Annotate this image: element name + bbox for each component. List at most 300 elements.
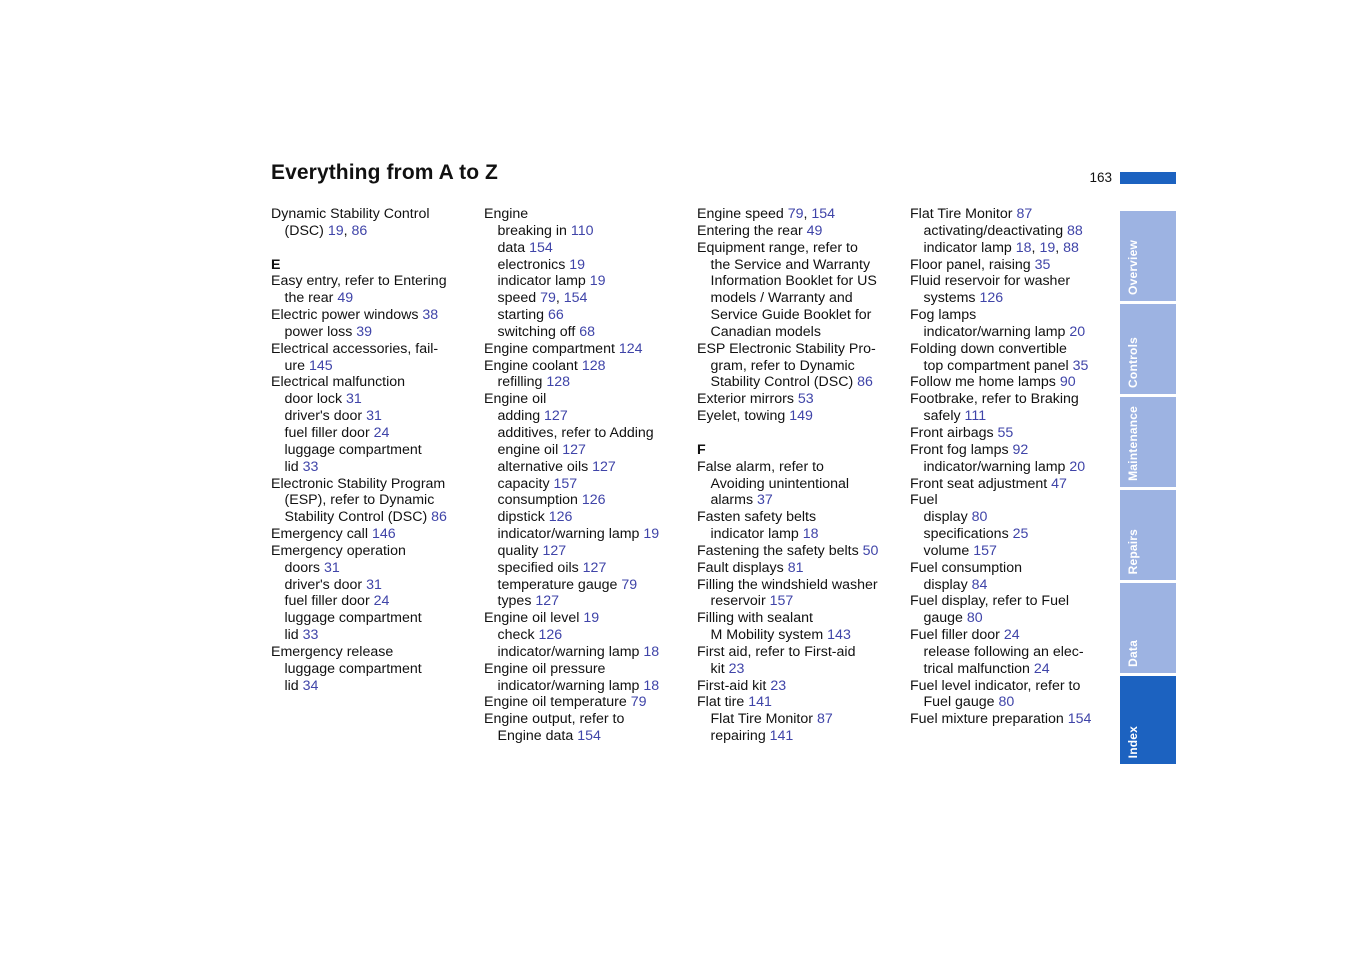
page-reference-link[interactable]: 110 <box>570 222 594 239</box>
entry-text: Engine oil <box>484 391 547 408</box>
tab-label: Data <box>1126 640 1140 667</box>
index-subentry <box>910 223 1115 240</box>
index-subentry <box>910 526 1115 543</box>
page-reference-link[interactable]: 47 <box>1051 475 1067 492</box>
index-subentry <box>910 644 1115 661</box>
entry-text: Stability Control (DSC) <box>710 374 858 391</box>
index-subentry <box>271 358 476 375</box>
index-subentry <box>484 560 689 577</box>
page-reference-link[interactable]: 126 <box>548 509 573 526</box>
page-reference-link[interactable]: 66 <box>547 307 564 324</box>
page-reference-link[interactable]: 23 <box>770 677 787 694</box>
page-reference-link[interactable]: 154 <box>563 290 588 307</box>
index-subentry <box>697 476 902 493</box>
index-entry <box>484 711 689 728</box>
index-subentry <box>697 290 902 307</box>
index-subentry <box>697 526 902 543</box>
tab-maintenance[interactable] <box>1120 397 1176 487</box>
page-reference-link[interactable]: 79 <box>621 576 638 593</box>
page-reference-link[interactable]: 55 <box>997 424 1014 441</box>
index-entry <box>910 678 1115 695</box>
entry-text: display <box>923 509 972 526</box>
index-subentry <box>484 492 689 509</box>
tab-label: Maintenance <box>1126 406 1140 481</box>
index-entry <box>697 459 902 476</box>
tab-overview[interactable] <box>1120 211 1176 301</box>
entry-text: Front airbags <box>910 424 998 441</box>
entry-text: temperature gauge <box>497 576 622 593</box>
index-entry <box>697 408 902 425</box>
tab-data[interactable] <box>1120 583 1176 673</box>
index-subentry <box>484 476 689 493</box>
index-entry <box>910 257 1115 274</box>
page-reference-link[interactable]: 35 <box>1072 357 1089 374</box>
page-reference-link[interactable]: 127 <box>542 542 567 559</box>
tab-controls[interactable] <box>1120 304 1176 394</box>
entry-text: release following an elec- <box>923 643 1084 660</box>
index-subentry <box>484 678 689 695</box>
page-reference-link[interactable]: 18 <box>1015 239 1032 256</box>
page-reference-link[interactable]: 157 <box>973 542 997 559</box>
index-subentry <box>910 661 1115 678</box>
entry-text: fuel filler door <box>284 593 374 610</box>
page-reference-link[interactable]: 149 <box>789 408 813 425</box>
page-reference-link[interactable]: 39 <box>356 323 373 340</box>
page-reference-link[interactable]: 34 <box>302 677 319 694</box>
index-subentry <box>484 324 689 341</box>
entry-text: Emergency call <box>271 526 372 543</box>
entry-text: Easy entry, refer to Entering <box>271 273 447 290</box>
index-subentry <box>271 425 476 442</box>
page-reference-link[interactable]: 33 <box>302 627 319 644</box>
index-subentry <box>484 290 689 307</box>
spacer <box>271 240 476 257</box>
entry-text: adding <box>497 408 545 425</box>
index-subentry <box>910 543 1115 560</box>
index-subentry <box>910 240 1115 257</box>
page-reference-link[interactable]: 127 <box>582 559 607 576</box>
index-subentry <box>271 678 476 695</box>
page-reference-link[interactable]: 25 <box>1012 526 1029 543</box>
index-subentry <box>484 459 689 476</box>
index-subentry <box>484 425 689 442</box>
tab-label: Index <box>1126 725 1140 758</box>
header-accent-bar <box>1120 172 1176 184</box>
page-reference-link[interactable]: 126 <box>979 290 1004 307</box>
index-letter-heading <box>697 442 902 459</box>
index-entry <box>910 374 1115 391</box>
page-reference-link[interactable]: 19 <box>1039 239 1056 256</box>
index-entry <box>697 509 902 526</box>
index-column-3 <box>697 206 902 745</box>
entry-text: gram, refer to Dynamic <box>710 357 855 374</box>
index-subentry <box>271 627 476 644</box>
index-entry <box>484 610 689 627</box>
entry-text: fuel filler door <box>284 424 374 441</box>
index-entry <box>910 425 1115 442</box>
index-entry <box>271 273 476 290</box>
entry-text: Footbrake, refer to Braking <box>910 391 1079 408</box>
page-reference-link[interactable]: 31 <box>323 559 340 576</box>
index-subentry <box>910 290 1115 307</box>
entry-text: driver's door <box>284 408 367 425</box>
page-reference-link[interactable]: 19 <box>327 222 344 239</box>
index-entry <box>910 627 1115 644</box>
page-reference-link[interactable]: 88 <box>1063 239 1079 256</box>
entry-text: Fuel gauge <box>923 694 999 711</box>
index-subentry <box>484 442 689 459</box>
page-reference-link[interactable]: 126 <box>538 627 563 644</box>
index-entry <box>910 391 1115 408</box>
entry-text: breaking in <box>497 222 571 239</box>
page-reference-link[interactable]: 53 <box>797 391 814 408</box>
entry-text: Engine speed <box>697 206 788 222</box>
index-subentry <box>697 661 902 678</box>
entry-text: indicator lamp <box>923 239 1016 256</box>
page-reference-link[interactable]: 154 <box>577 728 601 745</box>
tab-label: Overview <box>1126 240 1140 295</box>
entry-text: ure <box>284 357 309 374</box>
index-subentry <box>697 257 902 274</box>
tab-repairs[interactable] <box>1120 490 1176 580</box>
entry-text: Filling the windshield washer <box>697 576 878 593</box>
index-subentry <box>697 358 902 375</box>
entry-text: lid <box>284 627 303 644</box>
page-reference-link[interactable]: 90 <box>1059 374 1076 391</box>
page-reference-link[interactable]: 80 <box>966 610 983 627</box>
page-reference-link[interactable]: 80 <box>971 509 988 526</box>
index-subentry <box>484 644 689 661</box>
entry-text: Equipment range, refer to <box>697 239 858 256</box>
page-reference-link[interactable]: 19 <box>589 273 606 290</box>
page-reference-link[interactable]: 19 <box>643 526 660 543</box>
entry-text: First-aid kit <box>697 677 771 694</box>
entry-text: Fasten safety belts <box>697 509 817 526</box>
entry-text: specifications <box>923 526 1013 543</box>
page-reference-link[interactable]: 143 <box>827 627 851 644</box>
page-reference-link[interactable]: 86 <box>431 509 447 526</box>
page-reference-link[interactable]: 145 <box>308 357 333 374</box>
index-entry <box>697 610 902 627</box>
index-entry <box>697 240 902 257</box>
index-subentry <box>484 593 689 610</box>
page-reference-link[interactable]: 31 <box>366 576 382 593</box>
entry-text: data <box>497 239 530 256</box>
page-reference-link[interactable]: 20 <box>1069 458 1086 475</box>
entry-text: Folding down convertible <box>910 340 1067 357</box>
page-reference-link[interactable]: 38 <box>422 307 439 324</box>
page-reference-link[interactable]: 154 <box>529 239 553 256</box>
index-entry <box>910 476 1115 493</box>
entry-text: Flat Tire Monitor <box>910 206 1017 222</box>
index-entry <box>697 644 902 661</box>
page-reference-link[interactable]: 111 <box>964 408 987 425</box>
index-subentry <box>271 661 476 678</box>
index-entry <box>484 661 689 678</box>
entry-text: safely <box>923 408 965 425</box>
entry-text: Engine coolant <box>484 357 582 374</box>
page-reference-link[interactable]: 79 <box>540 290 556 307</box>
entry-text: dipstick <box>497 509 549 526</box>
page-reference-link[interactable]: 141 <box>748 694 772 711</box>
entry-text: Front seat adjustment <box>910 475 1052 492</box>
entry-text: Service Guide Booklet for <box>710 307 872 324</box>
entry-text: E <box>271 256 281 273</box>
entry-text: trical malfunction <box>923 660 1034 677</box>
entry-text: door lock <box>284 391 347 408</box>
entry-text: Front fog lamps <box>910 441 1013 458</box>
entry-text: additives, refer to Adding <box>497 424 654 441</box>
entry-text: the rear <box>284 290 338 307</box>
tab-index[interactable] <box>1120 676 1176 764</box>
page-reference-link[interactable]: 154 <box>811 206 836 222</box>
index-subentry <box>271 391 476 408</box>
page-reference-link[interactable]: 18 <box>802 526 819 543</box>
page-reference-link[interactable]: 68 <box>579 323 596 340</box>
entry-text: Electrical malfunction <box>271 374 406 391</box>
entry-text: Fault displays <box>697 559 788 576</box>
entry-text: models / Warranty and <box>710 290 853 307</box>
entry-text: alternative oils <box>497 458 593 475</box>
index-subentry <box>271 324 476 341</box>
entry-text: indicator lamp <box>710 526 803 543</box>
page-ref-separator: , <box>343 222 352 239</box>
entry-text: Emergency operation <box>271 542 406 559</box>
page-reference-link[interactable]: 31 <box>366 408 382 425</box>
entry-text: alarms <box>710 492 758 509</box>
page-reference-link[interactable]: 87 <box>1016 206 1033 222</box>
page-reference-link[interactable]: 33 <box>302 458 319 475</box>
page-reference-link[interactable]: 127 <box>544 408 568 425</box>
entry-text: Engine oil temperature <box>484 694 631 711</box>
index-subentry <box>271 610 476 627</box>
page-reference-link[interactable]: 37 <box>757 492 773 509</box>
page-reference-link[interactable]: 86 <box>351 222 368 239</box>
entry-text: Filling with sealant <box>697 610 813 627</box>
index-entry <box>271 206 476 223</box>
page-reference-link[interactable]: 128 <box>581 357 606 374</box>
index-subentry <box>484 543 689 560</box>
page-reference-link[interactable]: 154 <box>1067 711 1092 728</box>
entry-text: display <box>923 576 972 593</box>
entry-text: activating/deactivating <box>923 222 1068 239</box>
index-entry <box>484 391 689 408</box>
entry-text: ESP Electronic Stability Pro- <box>697 340 876 357</box>
page-reference-link[interactable]: 50 <box>862 542 879 559</box>
index-entry <box>697 560 902 577</box>
index-subentry <box>484 374 689 391</box>
index-subentry <box>697 728 902 745</box>
entry-text: Eyelet, towing <box>697 408 790 425</box>
index-entry <box>910 442 1115 459</box>
page-reference-link[interactable]: 126 <box>581 492 606 509</box>
index-column-4 <box>910 206 1115 728</box>
index-subentry <box>910 577 1115 594</box>
index-entry <box>271 526 476 543</box>
page-reference-link[interactable]: 23 <box>728 660 745 677</box>
entry-text: (DSC) <box>284 222 328 239</box>
entry-text: Fuel level indicator, refer to <box>910 677 1081 694</box>
page-reference-link[interactable]: 49 <box>806 222 823 239</box>
page-reference-link[interactable]: 24 <box>373 593 390 610</box>
index-entry <box>484 206 689 223</box>
index-subentry <box>271 408 476 425</box>
entry-text: quality <box>497 542 543 559</box>
entry-text: Avoiding unintentional <box>710 475 850 492</box>
index-subentry <box>271 442 476 459</box>
index-entry <box>910 273 1115 290</box>
entry-text: capacity <box>497 475 554 492</box>
entry-text: repairing <box>710 728 770 745</box>
entry-text: Fastening the safety belts <box>697 542 863 559</box>
page-reference-link[interactable]: 87 <box>816 711 833 728</box>
page-reference-link[interactable]: 79 <box>787 206 804 222</box>
entry-text: Electronic Stability Program <box>271 475 446 492</box>
index-subentry <box>484 307 689 324</box>
page-reference-link[interactable]: 19 <box>569 256 586 273</box>
entry-text: indicator/warning lamp <box>923 323 1070 340</box>
entry-text: Fuel <box>910 492 938 509</box>
page-title: Everything from A to Z <box>271 161 498 184</box>
index-entry <box>484 341 689 358</box>
entry-text: refilling <box>497 374 547 391</box>
index-letter-heading <box>271 257 476 274</box>
index-subentry <box>271 593 476 610</box>
entry-text: kit <box>710 660 729 677</box>
entry-text: Fuel display, refer to Fuel <box>910 593 1070 610</box>
entry-text: Dynamic Stability Control <box>271 206 430 222</box>
page-reference-link[interactable]: 19 <box>583 610 600 627</box>
entry-text: Electrical accessories, fail- <box>271 340 439 357</box>
page-reference-link[interactable]: 24 <box>1003 627 1020 644</box>
entry-text: switching off <box>497 323 580 340</box>
page-reference-link[interactable]: 157 <box>553 475 578 492</box>
page-reference-link[interactable]: 24 <box>1033 660 1050 677</box>
entry-text: Information Booklet for US <box>710 273 877 290</box>
page-reference-link[interactable]: 84 <box>971 576 988 593</box>
index-entry <box>910 307 1115 324</box>
index-subentry <box>484 257 689 274</box>
index-entry <box>910 206 1115 223</box>
page-ref-separator: , <box>803 206 812 222</box>
index-column-1 <box>271 206 476 694</box>
page-reference-link[interactable]: 31 <box>346 391 362 408</box>
entry-text: indicator lamp <box>497 273 590 290</box>
page-ref-separator: , <box>555 290 564 307</box>
index-subentry <box>484 509 689 526</box>
entry-text: reservoir <box>710 593 770 610</box>
index-entry <box>697 694 902 711</box>
tab-label: Controls <box>1126 337 1140 388</box>
page-reference-link[interactable]: 20 <box>1069 323 1086 340</box>
page-reference-link[interactable]: 49 <box>337 290 354 307</box>
page-ref-separator: , <box>1055 239 1064 256</box>
page-reference-link[interactable]: 146 <box>371 526 396 543</box>
page-number: 163 <box>1089 170 1112 185</box>
index-subentry <box>484 627 689 644</box>
index-entry <box>271 476 476 493</box>
index-entry <box>697 678 902 695</box>
entry-text: Stability Control (DSC) <box>284 509 432 526</box>
index-subentry <box>271 560 476 577</box>
index-entry <box>484 358 689 375</box>
page-reference-link[interactable]: 81 <box>787 559 804 576</box>
page-reference-link[interactable]: 24 <box>373 424 390 441</box>
index-subentry <box>484 728 689 745</box>
index-subentry <box>484 273 689 290</box>
page-reference-link[interactable]: 157 <box>769 593 794 610</box>
entry-text: luggage compartment <box>284 610 422 627</box>
index-subentry <box>697 593 902 610</box>
entry-text: Engine data <box>497 728 578 745</box>
entry-text: the Service and Warranty <box>710 256 871 273</box>
index-entry <box>271 374 476 391</box>
entry-text: Flat Tire Monitor <box>710 711 817 728</box>
index-column-2 <box>484 206 689 745</box>
entry-text: Engine oil pressure <box>484 660 606 677</box>
entry-text: Fog lamps <box>910 307 977 324</box>
page-reference-link[interactable]: 127 <box>592 458 616 475</box>
index-subentry <box>697 307 902 324</box>
entry-text: Electric power windows <box>271 307 423 324</box>
entry-text: Entering the rear <box>697 222 807 239</box>
index-subentry <box>271 577 476 594</box>
page-reference-link[interactable]: 127 <box>535 593 560 610</box>
page-reference-link[interactable]: 18 <box>643 677 660 694</box>
index-subentry <box>484 223 689 240</box>
page-reference-link[interactable]: 88 <box>1067 222 1083 239</box>
index-subentry <box>697 627 902 644</box>
page-reference-link[interactable]: 35 <box>1034 256 1051 273</box>
index-subentry <box>484 408 689 425</box>
page-ref-separator: , <box>1031 239 1040 256</box>
page-reference-link[interactable]: 127 <box>562 441 586 458</box>
index-subentry <box>910 324 1115 341</box>
entry-text: Fuel consumption <box>910 559 1022 576</box>
index-subentry <box>697 492 902 509</box>
index-subentry <box>910 459 1115 476</box>
entry-text: lid <box>284 458 303 475</box>
entry-text: Fuel filler door <box>910 627 1004 644</box>
page-reference-link[interactable]: 141 <box>769 728 794 745</box>
entry-text: indicator/warning lamp <box>923 458 1070 475</box>
page-reference-link[interactable]: 128 <box>546 374 571 391</box>
entry-text: starting <box>497 307 548 324</box>
page-reference-link[interactable]: 80 <box>998 694 1015 711</box>
entry-text: Canadian models <box>710 323 821 340</box>
index-subentry <box>271 290 476 307</box>
page-reference-link[interactable]: 79 <box>630 694 647 711</box>
spacer <box>697 425 902 442</box>
index-entry <box>910 711 1115 728</box>
entry-text: systems <box>923 290 980 307</box>
entry-text: speed <box>497 290 541 307</box>
entry-text: Engine oil level <box>484 610 584 627</box>
index-entry <box>910 560 1115 577</box>
page-reference-link[interactable]: 92 <box>1012 441 1029 458</box>
entry-text: (ESP), refer to Dynamic <box>284 492 435 509</box>
page-reference-link[interactable]: 18 <box>643 643 660 660</box>
tab-label: Repairs <box>1126 528 1140 574</box>
index-entry <box>271 644 476 661</box>
entry-text: engine oil <box>497 441 563 458</box>
entry-text: volume <box>923 542 974 559</box>
page-reference-link[interactable]: 86 <box>857 374 873 391</box>
entry-text: indicator/warning lamp <box>497 526 644 543</box>
page-reference-link[interactable]: 124 <box>618 340 643 357</box>
index-entry <box>484 694 689 711</box>
entry-text: doors <box>284 559 324 576</box>
